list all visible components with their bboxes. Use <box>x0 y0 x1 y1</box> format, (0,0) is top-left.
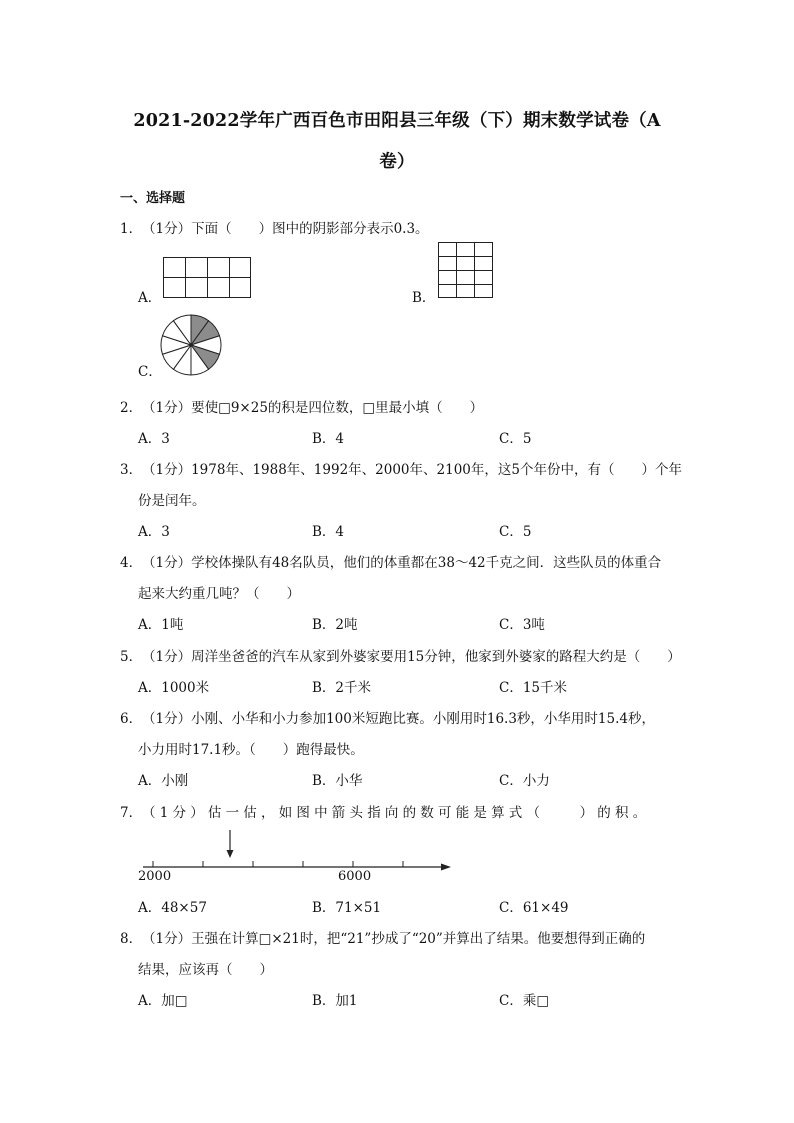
option-c[interactable]: C．61×49 <box>499 900 569 916</box>
option-b[interactable]: B．加1 <box>312 993 358 1009</box>
option-b-label[interactable]: B． <box>412 290 436 306</box>
question-text: （1分）下面（ ）图中的阴影部分表示0.3。 <box>142 221 429 237</box>
option-a-label[interactable]: A． <box>138 290 162 306</box>
option-b[interactable]: B．小华 <box>312 773 363 789</box>
number-line <box>140 828 456 872</box>
option-c[interactable]: C．3吨 <box>499 617 545 633</box>
question-number: 7． <box>120 805 143 821</box>
question-text: （1分）王强在计算□×21时，把“21”抄成了“20”并算出了结果。他要想得到正确的 <box>142 931 646 947</box>
option-b[interactable]: B．2吨 <box>312 617 358 633</box>
option-a[interactable]: A．3 <box>138 431 170 447</box>
grid-figure-b <box>438 242 494 299</box>
question-number: 8． <box>120 931 143 947</box>
question-number: 3． <box>120 462 143 478</box>
question-text: （1分）1978年、1988年、1992年、2000年、2100年，这5个年份中，有（ ）个年 <box>142 462 682 478</box>
number-line-label-left: 2000 <box>138 869 172 884</box>
page-title: 2021-2022学年广西百色市田阳县三年级（下）期末数学试卷（A <box>133 111 661 131</box>
option-a[interactable]: A．小刚 <box>138 773 189 789</box>
question-number: 1． <box>120 221 143 237</box>
option-b[interactable]: B．4 <box>312 524 345 540</box>
question-text-continued: 小力用时17.1秒。（ ）跑得最快。 <box>138 742 364 758</box>
question-text: （1分）估一估，如图中箭头指向的数可能是算式（ ）的积。 <box>142 805 651 821</box>
option-c[interactable]: C．5 <box>499 524 532 540</box>
question-number: 4． <box>120 555 143 571</box>
option-c-label[interactable]: C． <box>138 364 162 380</box>
question-text-continued: 起来大约重几吨？（ ） <box>138 586 300 602</box>
circle-figure-c <box>160 314 222 376</box>
option-c[interactable]: C．小力 <box>499 773 550 789</box>
option-c[interactable]: C．15千米 <box>499 680 568 696</box>
option-a[interactable]: A．1吨 <box>138 617 184 633</box>
question-number: 5． <box>120 649 143 665</box>
option-a[interactable]: A．48×57 <box>138 900 207 916</box>
number-line-label-mid: 6000 <box>338 869 372 884</box>
question-text: （1分）周洋坐爸爸的汽车从家到外婆家要用15分钟，他家到外婆家的路程大约是（ ） <box>142 649 681 665</box>
question-number: 2． <box>120 400 143 416</box>
option-a[interactable]: A．加□ <box>138 993 188 1009</box>
question-text: （1分）小刚、小华和小力参加100米短跑比赛。小刚用时16.3秒，小华用时15.4秒， <box>142 711 655 727</box>
option-a[interactable]: A．3 <box>138 524 170 540</box>
question-text-continued: 份是闰年。 <box>138 493 206 509</box>
option-c[interactable]: C．乘□ <box>499 993 550 1009</box>
page-title-continued: 卷） <box>379 152 415 172</box>
option-b[interactable]: B．71×51 <box>312 900 382 916</box>
option-b[interactable]: B．2千米 <box>312 680 372 696</box>
section-heading: 一、选择题 <box>120 191 186 206</box>
question-text-continued: 结果，应该再（ ） <box>138 962 273 978</box>
question-text: （1分）学校体操队有48名队员，他们的体重都在38～42千克之间．这些队员的体重合 <box>142 555 662 571</box>
option-a[interactable]: A．1000米 <box>138 680 210 696</box>
option-b[interactable]: B．4 <box>312 431 345 447</box>
question-text: （1分）要使□9×25的积是四位数，□里最小填（ ） <box>142 400 484 416</box>
question-number: 6． <box>120 711 143 727</box>
option-c[interactable]: C．5 <box>499 431 532 447</box>
grid-figure-a <box>163 257 251 299</box>
